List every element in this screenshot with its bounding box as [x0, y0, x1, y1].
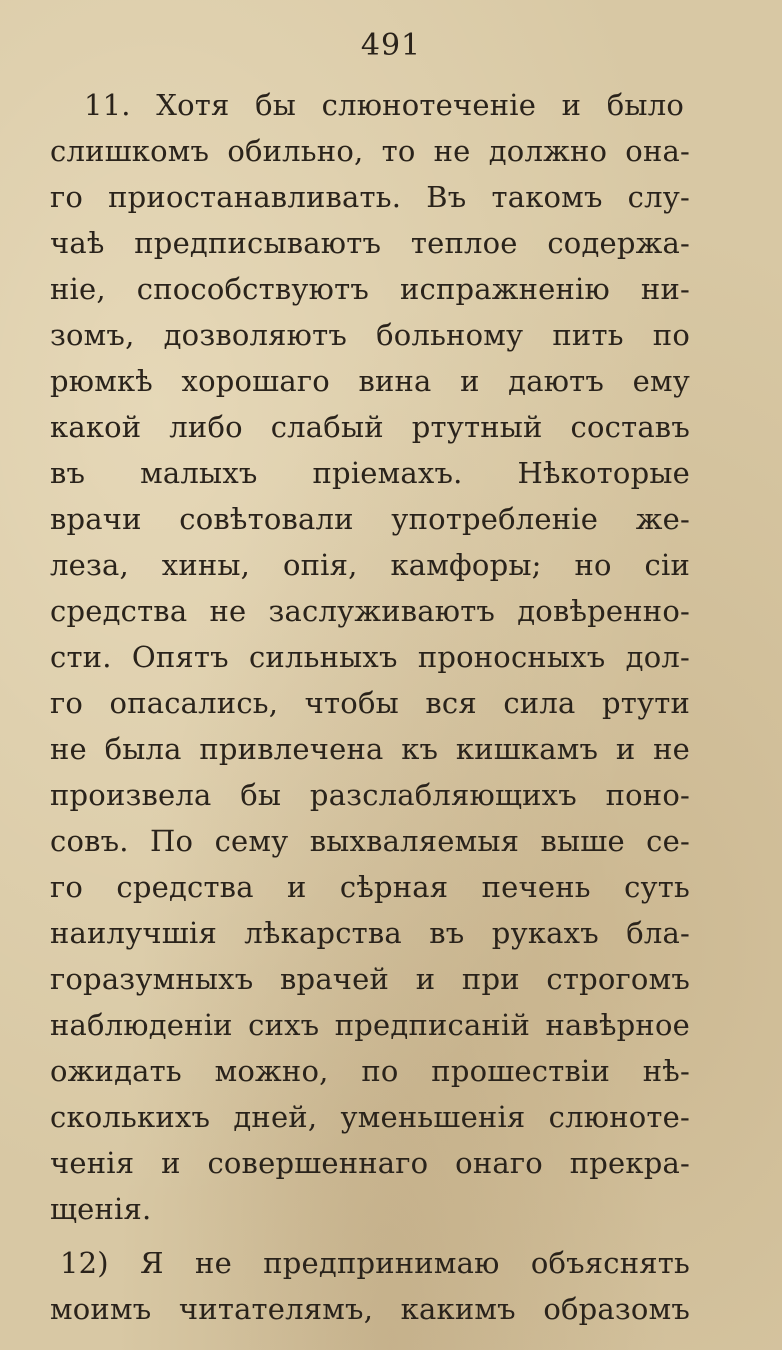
text-line: произвела бы разслабляющихъ поно-: [50, 778, 690, 812]
text-line: го средства и сѣрная печень суть: [50, 870, 690, 904]
text-line: средства не заслуживаютъ довѣренно-: [50, 594, 690, 628]
text-line: въ малыхъ пріемахъ. Нѣкоторые: [50, 456, 690, 490]
text-line: зомъ, дозволяютъ больному пить по: [50, 318, 690, 352]
text-line: го опасались, чтобы вся сила ртути: [50, 686, 690, 720]
text-line: наилучшія лѣкарства въ рукахъ бла-: [50, 916, 690, 950]
text-line: го приостанавливать. Въ такомъ слу-: [50, 180, 690, 214]
text-line: горазумныхъ врачей и при строгомъ: [50, 962, 690, 996]
text-line: щенія.: [50, 1192, 152, 1226]
text-line: моимъ читателямъ, какимъ образомъ: [50, 1292, 690, 1326]
text-line: слишкомъ обильно, то не должно она-: [50, 134, 690, 168]
text-line: совъ. По сему выхваляемыя выше се-: [50, 824, 690, 858]
text-line: сколькихъ дней, уменьшенія слюноте-: [50, 1100, 690, 1134]
text-line: 12) Я не предпринимаю объяснять: [60, 1246, 690, 1280]
page-number: 491: [360, 28, 422, 63]
text-line: не была привлечена къ кишкамъ и не: [50, 732, 690, 766]
text-line: наблюденіи сихъ предписаній навѣрное: [50, 1008, 690, 1042]
text-line: чаѣ предписываютъ теплое содержа-: [50, 226, 690, 260]
text-line: какой либо слабый ртутный составъ: [50, 410, 690, 444]
text-line: рюмкѣ хорошаго вина и даютъ ему: [50, 364, 690, 398]
text-line: врачи совѣтовали употребленіе же-: [50, 502, 690, 536]
text-line: ченія и совершеннаго онаго прекра-: [50, 1146, 690, 1180]
text-line: ніе, способствуютъ испражненію ни-: [50, 272, 690, 306]
text-line: сти. Опятъ сильныхъ проносныхъ дол-: [50, 640, 690, 674]
text-line: ожидать можно, по прошествіи нѣ-: [50, 1054, 690, 1088]
text-line: леза, хины, опія, камфоры; но сіи: [50, 548, 690, 582]
text-line: 11. Хотя бы слюнотеченіе и было: [84, 88, 684, 122]
